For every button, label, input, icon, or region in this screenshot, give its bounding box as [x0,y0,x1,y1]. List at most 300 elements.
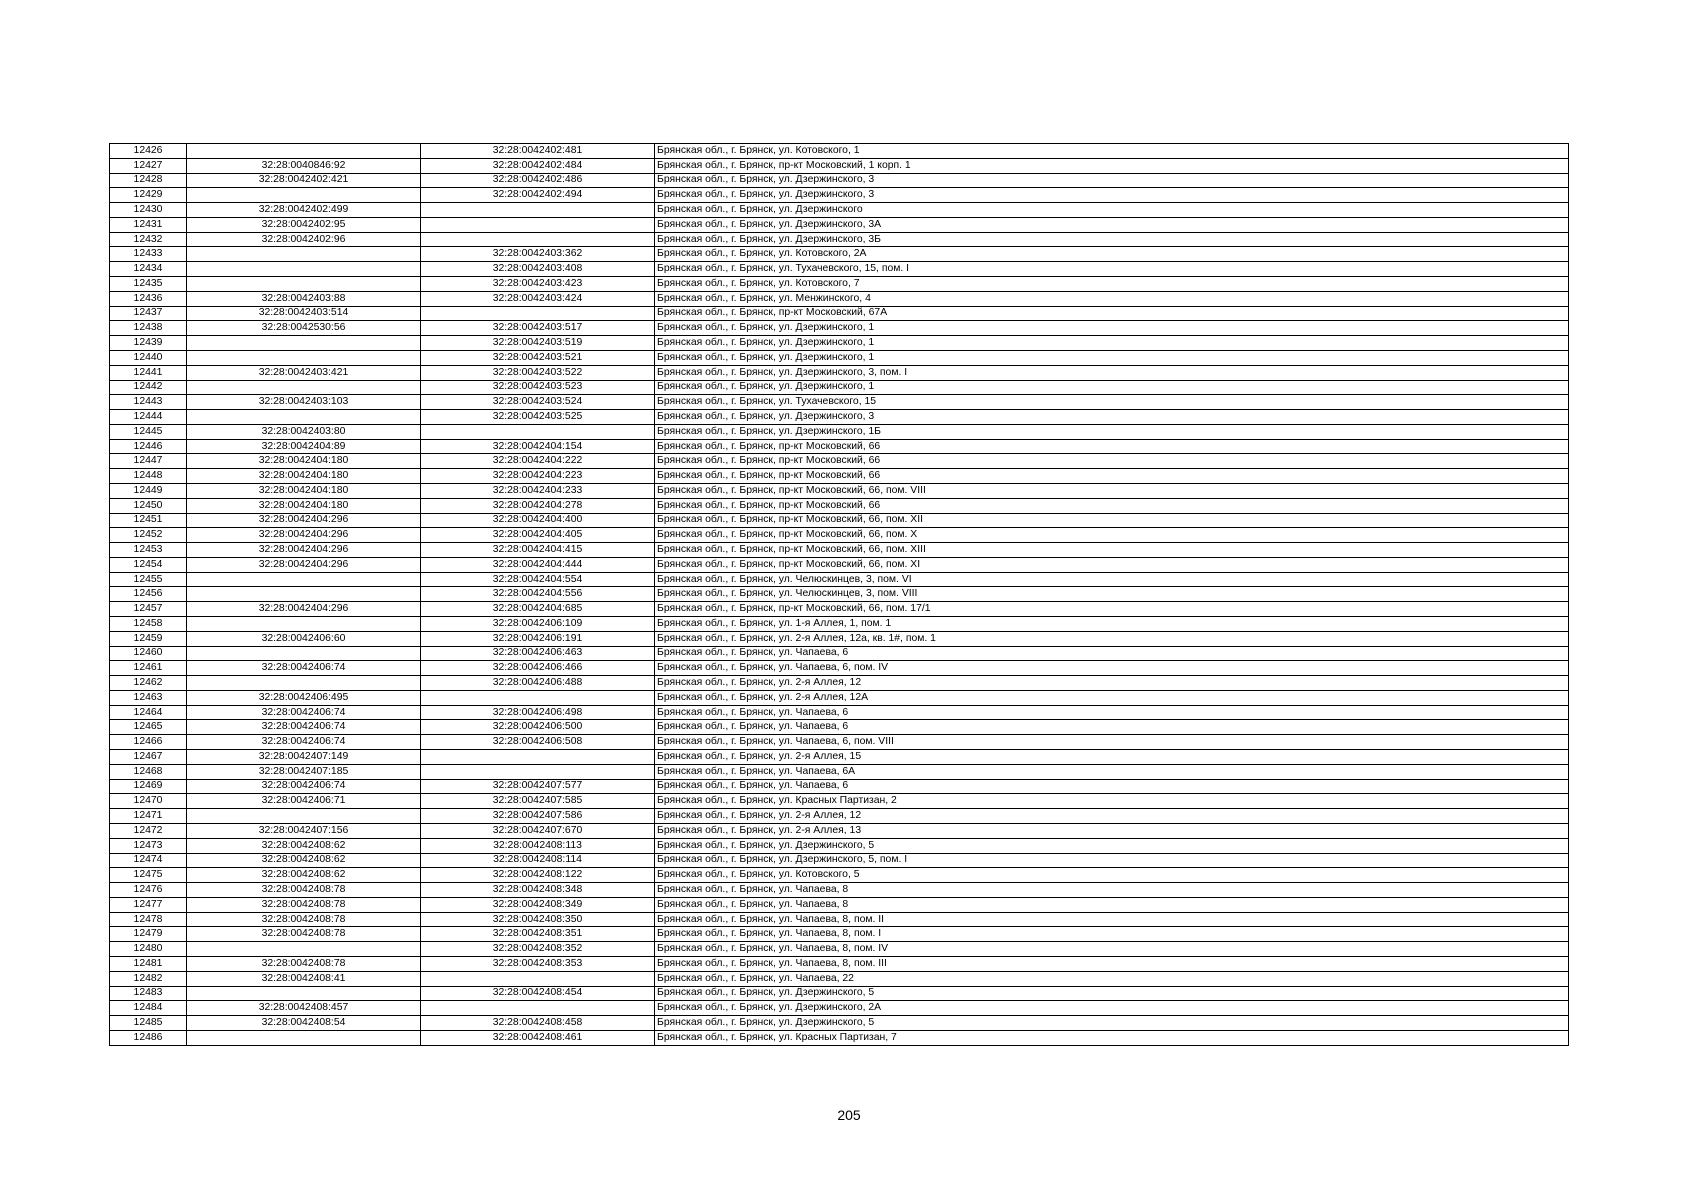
row-number-cell: 12472 [110,823,187,838]
cadastral-number-cell [187,1030,421,1045]
row-number-cell: 12459 [110,631,187,646]
object-cadastral-number-cell: 32:28:0042408:454 [421,986,655,1001]
object-cadastral-number-cell: 32:28:0042406:463 [421,646,655,661]
object-cadastral-number-cell: 32:28:0042404:222 [421,454,655,469]
cadastral-number-cell: 32:28:0042406:71 [187,794,421,809]
cadastral-number-cell: 32:28:0042402:95 [187,217,421,232]
cadastral-number-cell: 32:28:0042406:495 [187,690,421,705]
table-row [110,912,1569,927]
row-number-cell: 12438 [110,321,187,336]
table-row [110,617,1569,632]
address-cell: Брянская обл., г. Брянск, ул. Дзержинского, 2А [655,1001,1569,1016]
row-number-cell: 12449 [110,483,187,498]
address-cell: Брянская обл., г. Брянск, ул. Дзержинского, 3Б [655,232,1569,247]
object-cadastral-number-cell: 32:28:0042406:498 [421,705,655,720]
cadastral-number-cell: 32:28:0042404:180 [187,483,421,498]
object-cadastral-number-cell: 32:28:0042404:154 [421,439,655,454]
object-cadastral-number-cell: 32:28:0042404:444 [421,557,655,572]
table-row [110,439,1569,454]
table-row [110,986,1569,1001]
table-row [110,188,1569,203]
address-cell: Брянская обл., г. Брянск, ул. Дзержинского, 5, пом. I [655,853,1569,868]
address-cell: Брянская обл., г. Брянск, пр-кт Московский, 66, пом. XII [655,513,1569,528]
table-row [110,853,1569,868]
row-number-cell: 12440 [110,350,187,365]
table-row [110,395,1569,410]
object-cadastral-number-cell: 32:28:0042406:508 [421,735,655,750]
object-cadastral-number-cell: 32:28:0042404:223 [421,469,655,484]
row-number-cell: 12467 [110,750,187,765]
object-cadastral-number-cell: 32:28:0042403:525 [421,410,655,425]
table-row [110,483,1569,498]
table-row [110,602,1569,617]
table-row [110,572,1569,587]
row-number-cell: 12483 [110,986,187,1001]
cadastral-number-cell: 32:28:0042408:54 [187,1016,421,1031]
row-number-cell: 12434 [110,262,187,277]
address-cell: Брянская обл., г. Брянск, ул. Чапаева, 8, пом. I [655,927,1569,942]
cadastral-number-cell: 32:28:0042408:62 [187,853,421,868]
address-cell: Брянская обл., г. Брянск, ул. 2-я Аллея, 13 [655,823,1569,838]
address-cell: Брянская обл., г. Брянск, ул. Дзержинского, 3А [655,217,1569,232]
cadastral-number-cell: 32:28:0042404:180 [187,469,421,484]
row-number-cell: 12451 [110,513,187,528]
address-cell: Брянская обл., г. Брянск, ул. Тухачевского, 15, пом. I [655,262,1569,277]
table-row [110,868,1569,883]
address-cell: Брянская обл., г. Брянск, ул. Дзержинского, 5 [655,986,1569,1001]
cadastral-number-cell: 32:28:0042404:180 [187,454,421,469]
address-cell: Брянская обл., г. Брянск, ул. Дзержинского, 5 [655,1016,1569,1031]
row-number-cell: 12476 [110,883,187,898]
row-number-cell: 12431 [110,217,187,232]
cadastral-number-cell: 32:28:0042404:296 [187,602,421,617]
row-number-cell: 12428 [110,173,187,188]
cadastral-number-cell [187,676,421,691]
table-row [110,883,1569,898]
object-cadastral-number-cell: 32:28:0042406:500 [421,720,655,735]
object-cadastral-number-cell: 32:28:0042408:114 [421,853,655,868]
row-number-cell: 12486 [110,1030,187,1045]
object-cadastral-number-cell: 32:28:0042408:350 [421,912,655,927]
row-number-cell: 12469 [110,779,187,794]
row-number-cell: 12463 [110,690,187,705]
registry-table [109,143,1569,1046]
object-cadastral-number-cell: 32:28:0042408:122 [421,868,655,883]
address-cell: Брянская обл., г. Брянск, пр-кт Московский, 1 корп. 1 [655,158,1569,173]
address-cell: Брянская обл., г. Брянск, ул. Дзержинского, 3 [655,173,1569,188]
row-number-cell: 12473 [110,838,187,853]
table-row [110,380,1569,395]
object-cadastral-number-cell: 32:28:0042408:352 [421,942,655,957]
address-cell: Брянская обл., г. Брянск, ул. 2-я Аллея, 12 [655,676,1569,691]
cadastral-number-cell: 32:28:0042403:514 [187,306,421,321]
cadastral-number-cell: 32:28:0042403:80 [187,424,421,439]
address-cell: Брянская обл., г. Брянск, ул. Дзержинского, 1 [655,336,1569,351]
address-cell: Брянская обл., г. Брянск, ул. 1-я Аллея, 1, пом. 1 [655,617,1569,632]
address-cell: Брянская обл., г. Брянск, пр-кт Московский, 66, пом. 17/1 [655,602,1569,617]
table-row [110,690,1569,705]
address-cell: Брянская обл., г. Брянск, ул. Котовского, 5 [655,868,1569,883]
cadastral-number-cell: 32:28:0042408:78 [187,927,421,942]
table-row [110,321,1569,336]
object-cadastral-number-cell: 32:28:0042403:522 [421,365,655,380]
address-cell: Брянская обл., г. Брянск, ул. Дзержинского, 1 [655,321,1569,336]
row-number-cell: 12485 [110,1016,187,1031]
object-cadastral-number-cell: 32:28:0042403:523 [421,380,655,395]
table-row [110,942,1569,957]
object-cadastral-number-cell: 32:28:0042407:577 [421,779,655,794]
object-cadastral-number-cell: 32:28:0042402:494 [421,188,655,203]
cadastral-number-cell: 32:28:0042408:78 [187,883,421,898]
address-cell: Брянская обл., г. Брянск, пр-кт Московский, 67А [655,306,1569,321]
row-number-cell: 12461 [110,661,187,676]
object-cadastral-number-cell: 32:28:0042408:458 [421,1016,655,1031]
object-cadastral-number-cell: 32:28:0042403:408 [421,262,655,277]
object-cadastral-number-cell: 32:28:0042403:517 [421,321,655,336]
cadastral-number-cell: 32:28:0042406:74 [187,705,421,720]
cadastral-number-cell: 32:28:0042404:89 [187,439,421,454]
table-row [110,498,1569,513]
address-cell: Брянская обл., г. Брянск, ул. Чапаева, 6, пом. IV [655,661,1569,676]
table-row [110,956,1569,971]
address-cell: Брянская обл., г. Брянск, ул. Котовского, 7 [655,277,1569,292]
address-cell: Брянская обл., г. Брянск, ул. Дзержинского [655,203,1569,218]
object-cadastral-number-cell: 32:28:0042407:586 [421,809,655,824]
object-cadastral-number-cell: 32:28:0042404:400 [421,513,655,528]
row-number-cell: 12432 [110,232,187,247]
address-cell: Брянская обл., г. Брянск, ул. Красных Партизан, 7 [655,1030,1569,1045]
address-cell: Брянская обл., г. Брянск, ул. Чапаева, 6, пом. VIII [655,735,1569,750]
address-cell: Брянская обл., г. Брянск, ул. Чапаева, 6 [655,720,1569,735]
row-number-cell: 12427 [110,158,187,173]
table-row [110,203,1569,218]
address-cell: Брянская обл., г. Брянск, ул. Чапаева, 6 [655,646,1569,661]
row-number-cell: 12426 [110,144,187,159]
address-cell: Брянская обл., г. Брянск, ул. Котовского, 2А [655,247,1569,262]
cadastral-number-cell: 32:28:0042402:96 [187,232,421,247]
table-row [110,247,1569,262]
cadastral-number-cell: 32:28:0042406:74 [187,779,421,794]
table-row [110,424,1569,439]
table-row [110,587,1569,602]
object-cadastral-number-cell: 32:28:0042406:488 [421,676,655,691]
address-cell: Брянская обл., г. Брянск, ул. Чапаева, 8 [655,897,1569,912]
address-cell: Брянская обл., г. Брянск, ул. Дзержинского, 1Б [655,424,1569,439]
address-cell: Брянская обл., г. Брянск, ул. Дзержинского, 3 [655,410,1569,425]
object-cadastral-number-cell: 32:28:0042404:685 [421,602,655,617]
table-row [110,158,1569,173]
table-row [110,410,1569,425]
row-number-cell: 12460 [110,646,187,661]
object-cadastral-number-cell: 32:28:0042408:113 [421,838,655,853]
address-cell: Брянская обл., г. Брянск, ул. Чапаева, 8 [655,883,1569,898]
cadastral-number-cell: 32:28:0042408:62 [187,868,421,883]
table-row [110,543,1569,558]
cadastral-number-cell: 32:28:0042404:296 [187,543,421,558]
address-cell: Брянская обл., г. Брянск, ул. Красных Партизан, 2 [655,794,1569,809]
address-cell: Брянская обл., г. Брянск, пр-кт Московский, 66, пом. X [655,528,1569,543]
row-number-cell: 12439 [110,336,187,351]
address-cell: Брянская обл., г. Брянск, ул. Дзержинского, 3 [655,188,1569,203]
row-number-cell: 12474 [110,853,187,868]
row-number-cell: 12471 [110,809,187,824]
table-row [110,735,1569,750]
object-cadastral-number-cell: 32:28:0042402:486 [421,173,655,188]
cadastral-number-cell: 32:28:0042406:60 [187,631,421,646]
object-cadastral-number-cell [421,1001,655,1016]
address-cell: Брянская обл., г. Брянск, ул. Чапаева, 8, пом. IV [655,942,1569,957]
row-number-cell: 12435 [110,277,187,292]
table-row [110,306,1569,321]
address-cell: Брянская обл., г. Брянск, ул. Менжинского, 4 [655,291,1569,306]
address-cell: Брянская обл., г. Брянск, ул. Челюскинцев, 3, пом. VI [655,572,1569,587]
address-cell: Брянская обл., г. Брянск, ул. Котовского, 1 [655,144,1569,159]
object-cadastral-number-cell: 32:28:0042404:405 [421,528,655,543]
cadastral-number-cell [187,380,421,395]
row-number-cell: 12482 [110,971,187,986]
table-row [110,809,1569,824]
object-cadastral-number-cell: 32:28:0042407:670 [421,823,655,838]
object-cadastral-number-cell: 32:28:0042404:415 [421,543,655,558]
address-cell: Брянская обл., г. Брянск, ул. 2-я Аллея, 12А [655,690,1569,705]
object-cadastral-number-cell [421,203,655,218]
cadastral-number-cell [187,277,421,292]
row-number-cell: 12444 [110,410,187,425]
address-cell: Брянская обл., г. Брянск, ул. Тухачевского, 15 [655,395,1569,410]
table-row [110,927,1569,942]
cadastral-number-cell: 32:28:0042407:156 [187,823,421,838]
cadastral-number-cell [187,942,421,957]
address-cell: Брянская обл., г. Брянск, пр-кт Московский, 66 [655,498,1569,513]
row-number-cell: 12465 [110,720,187,735]
table-row [110,262,1569,277]
cadastral-number-cell: 32:28:0042530:56 [187,321,421,336]
row-number-cell: 12470 [110,794,187,809]
address-cell: Брянская обл., г. Брянск, ул. 2-я Аллея, 15 [655,750,1569,765]
table-row [110,336,1569,351]
object-cadastral-number-cell: 32:28:0042403:524 [421,395,655,410]
address-cell: Брянская обл., г. Брянск, пр-кт Московский, 66 [655,469,1569,484]
table-row [110,291,1569,306]
object-cadastral-number-cell: 32:28:0042402:484 [421,158,655,173]
address-cell: Брянская обл., г. Брянск, ул. Чапаева, 6 [655,779,1569,794]
cadastral-number-cell: 32:28:0042406:74 [187,735,421,750]
object-cadastral-number-cell: 32:28:0042404:554 [421,572,655,587]
row-number-cell: 12464 [110,705,187,720]
row-number-cell: 12468 [110,764,187,779]
address-cell: Брянская обл., г. Брянск, пр-кт Московский, 66, пом. XI [655,557,1569,572]
table-row [110,705,1569,720]
table-row [110,897,1569,912]
table-row [110,1001,1569,1016]
table-row [110,794,1569,809]
table-row [110,1030,1569,1045]
table-row [110,232,1569,247]
object-cadastral-number-cell: 32:28:0042402:481 [421,144,655,159]
row-number-cell: 12433 [110,247,187,262]
cadastral-number-cell [187,410,421,425]
table-row [110,838,1569,853]
cadastral-number-cell: 32:28:0042404:296 [187,513,421,528]
table-row [110,454,1569,469]
object-cadastral-number-cell: 32:28:0042408:348 [421,883,655,898]
row-number-cell: 12479 [110,927,187,942]
row-number-cell: 12456 [110,587,187,602]
registry-table-body [110,144,1569,1046]
object-cadastral-number-cell: 32:28:0042408:461 [421,1030,655,1045]
row-number-cell: 12478 [110,912,187,927]
address-cell: Брянская обл., г. Брянск, ул. 2-я Аллея, 12а, кв. 1#, пом. 1 [655,631,1569,646]
table-row [110,971,1569,986]
table-row [110,779,1569,794]
object-cadastral-number-cell: 32:28:0042404:556 [421,587,655,602]
cadastral-number-cell [187,350,421,365]
object-cadastral-number-cell: 32:28:0042403:423 [421,277,655,292]
object-cadastral-number-cell: 32:28:0042406:109 [421,617,655,632]
table-row [110,528,1569,543]
cadastral-number-cell: 32:28:0042402:421 [187,173,421,188]
address-cell: Брянская обл., г. Брянск, ул. Чапаева, 22 [655,971,1569,986]
cadastral-number-cell: 32:28:0042408:78 [187,956,421,971]
row-number-cell: 12481 [110,956,187,971]
cadastral-number-cell: 32:28:0042408:41 [187,971,421,986]
address-cell: Брянская обл., г. Брянск, ул. Чапаева, 6 [655,705,1569,720]
table-row [110,1016,1569,1031]
address-cell: Брянская обл., г. Брянск, ул. Дзержинского, 3, пом. I [655,365,1569,380]
row-number-cell: 12462 [110,676,187,691]
row-number-cell: 12442 [110,380,187,395]
row-number-cell: 12448 [110,469,187,484]
object-cadastral-number-cell: 32:28:0042406:191 [421,631,655,646]
cadastral-number-cell [187,587,421,602]
address-cell: Брянская обл., г. Брянск, ул. Дзержинского, 5 [655,838,1569,853]
row-number-cell: 12443 [110,395,187,410]
table-row [110,764,1569,779]
table-row [110,144,1569,159]
cadastral-number-cell: 32:28:0042408:457 [187,1001,421,1016]
row-number-cell: 12430 [110,203,187,218]
address-cell: Брянская обл., г. Брянск, ул. 2-я Аллея, 12 [655,809,1569,824]
row-number-cell: 12454 [110,557,187,572]
address-cell: Брянская обл., г. Брянск, ул. Челюскинцев, 3, пом. VIII [655,587,1569,602]
cadastral-number-cell: 32:28:0042406:74 [187,661,421,676]
table-row [110,469,1569,484]
cadastral-number-cell: 32:28:0042407:149 [187,750,421,765]
address-cell: Брянская обл., г. Брянск, пр-кт Московский, 66, пом. XIII [655,543,1569,558]
table-row [110,217,1569,232]
object-cadastral-number-cell: 32:28:0042403:519 [421,336,655,351]
cadastral-number-cell [187,336,421,351]
cadastral-number-cell [187,617,421,632]
row-number-cell: 12458 [110,617,187,632]
address-cell: Брянская обл., г. Брянск, пр-кт Московский, 66, пом. VIII [655,483,1569,498]
address-cell: Брянская обл., г. Брянск, ул. Чапаева, 8, пом. III [655,956,1569,971]
cadastral-number-cell [187,144,421,159]
table-row [110,513,1569,528]
cadastral-number-cell: 32:28:0042403:103 [187,395,421,410]
table-row [110,661,1569,676]
table-row [110,720,1569,735]
row-number-cell: 12475 [110,868,187,883]
cadastral-number-cell: 32:28:0042408:78 [187,897,421,912]
cadastral-number-cell: 32:28:0042404:296 [187,528,421,543]
object-cadastral-number-cell [421,306,655,321]
object-cadastral-number-cell [421,764,655,779]
row-number-cell: 12480 [110,942,187,957]
object-cadastral-number-cell: 32:28:0042403:424 [421,291,655,306]
cadastral-number-cell: 32:28:0042403:88 [187,291,421,306]
address-cell: Брянская обл., г. Брянск, пр-кт Московский, 66 [655,439,1569,454]
object-cadastral-number-cell: 32:28:0042404:278 [421,498,655,513]
page-number: 205 [837,1107,861,1123]
row-number-cell: 12453 [110,543,187,558]
table-row [110,676,1569,691]
cadastral-number-cell [187,572,421,587]
object-cadastral-number-cell: 32:28:0042403:362 [421,247,655,262]
table-row [110,277,1569,292]
address-cell: Брянская обл., г. Брянск, пр-кт Московский, 66 [655,454,1569,469]
object-cadastral-number-cell: 32:28:0042403:521 [421,350,655,365]
row-number-cell: 12466 [110,735,187,750]
table-row [110,557,1569,572]
row-number-cell: 12457 [110,602,187,617]
object-cadastral-number-cell: 32:28:0042404:233 [421,483,655,498]
object-cadastral-number-cell: 32:28:0042406:466 [421,661,655,676]
row-number-cell: 12441 [110,365,187,380]
row-number-cell: 12445 [110,424,187,439]
cadastral-number-cell: 32:28:0042408:78 [187,912,421,927]
cadastral-number-cell [187,986,421,1001]
row-number-cell: 12429 [110,188,187,203]
object-cadastral-number-cell: 32:28:0042408:351 [421,927,655,942]
table-row [110,173,1569,188]
cadastral-number-cell: 32:28:0042406:74 [187,720,421,735]
object-cadastral-number-cell [421,424,655,439]
address-cell: Брянская обл., г. Брянск, ул. Дзержинского, 1 [655,380,1569,395]
address-cell: Брянская обл., г. Брянск, ул. Чапаева, 8, пом. II [655,912,1569,927]
cadastral-number-cell: 32:28:0042403:421 [187,365,421,380]
object-cadastral-number-cell [421,750,655,765]
cadastral-number-cell [187,646,421,661]
table-row [110,823,1569,838]
address-cell: Брянская обл., г. Брянск, ул. Чапаева, 6А [655,764,1569,779]
row-number-cell: 12446 [110,439,187,454]
address-cell: Брянская обл., г. Брянск, ул. Дзержинского, 1 [655,350,1569,365]
row-number-cell: 12437 [110,306,187,321]
table-row [110,365,1569,380]
cadastral-number-cell: 32:28:0042404:180 [187,498,421,513]
cadastral-number-cell: 32:28:0042408:62 [187,838,421,853]
object-cadastral-number-cell: 32:28:0042408:353 [421,956,655,971]
row-number-cell: 12450 [110,498,187,513]
row-number-cell: 12452 [110,528,187,543]
object-cadastral-number-cell [421,690,655,705]
table-row [110,631,1569,646]
object-cadastral-number-cell [421,971,655,986]
cadastral-number-cell [187,247,421,262]
cadastral-number-cell: 32:28:0040846:92 [187,158,421,173]
row-number-cell: 12447 [110,454,187,469]
row-number-cell: 12455 [110,572,187,587]
table-row [110,750,1569,765]
cadastral-number-cell [187,262,421,277]
table-row [110,646,1569,661]
object-cadastral-number-cell: 32:28:0042408:349 [421,897,655,912]
object-cadastral-number-cell: 32:28:0042407:585 [421,794,655,809]
object-cadastral-number-cell [421,232,655,247]
row-number-cell: 12477 [110,897,187,912]
row-number-cell: 12436 [110,291,187,306]
